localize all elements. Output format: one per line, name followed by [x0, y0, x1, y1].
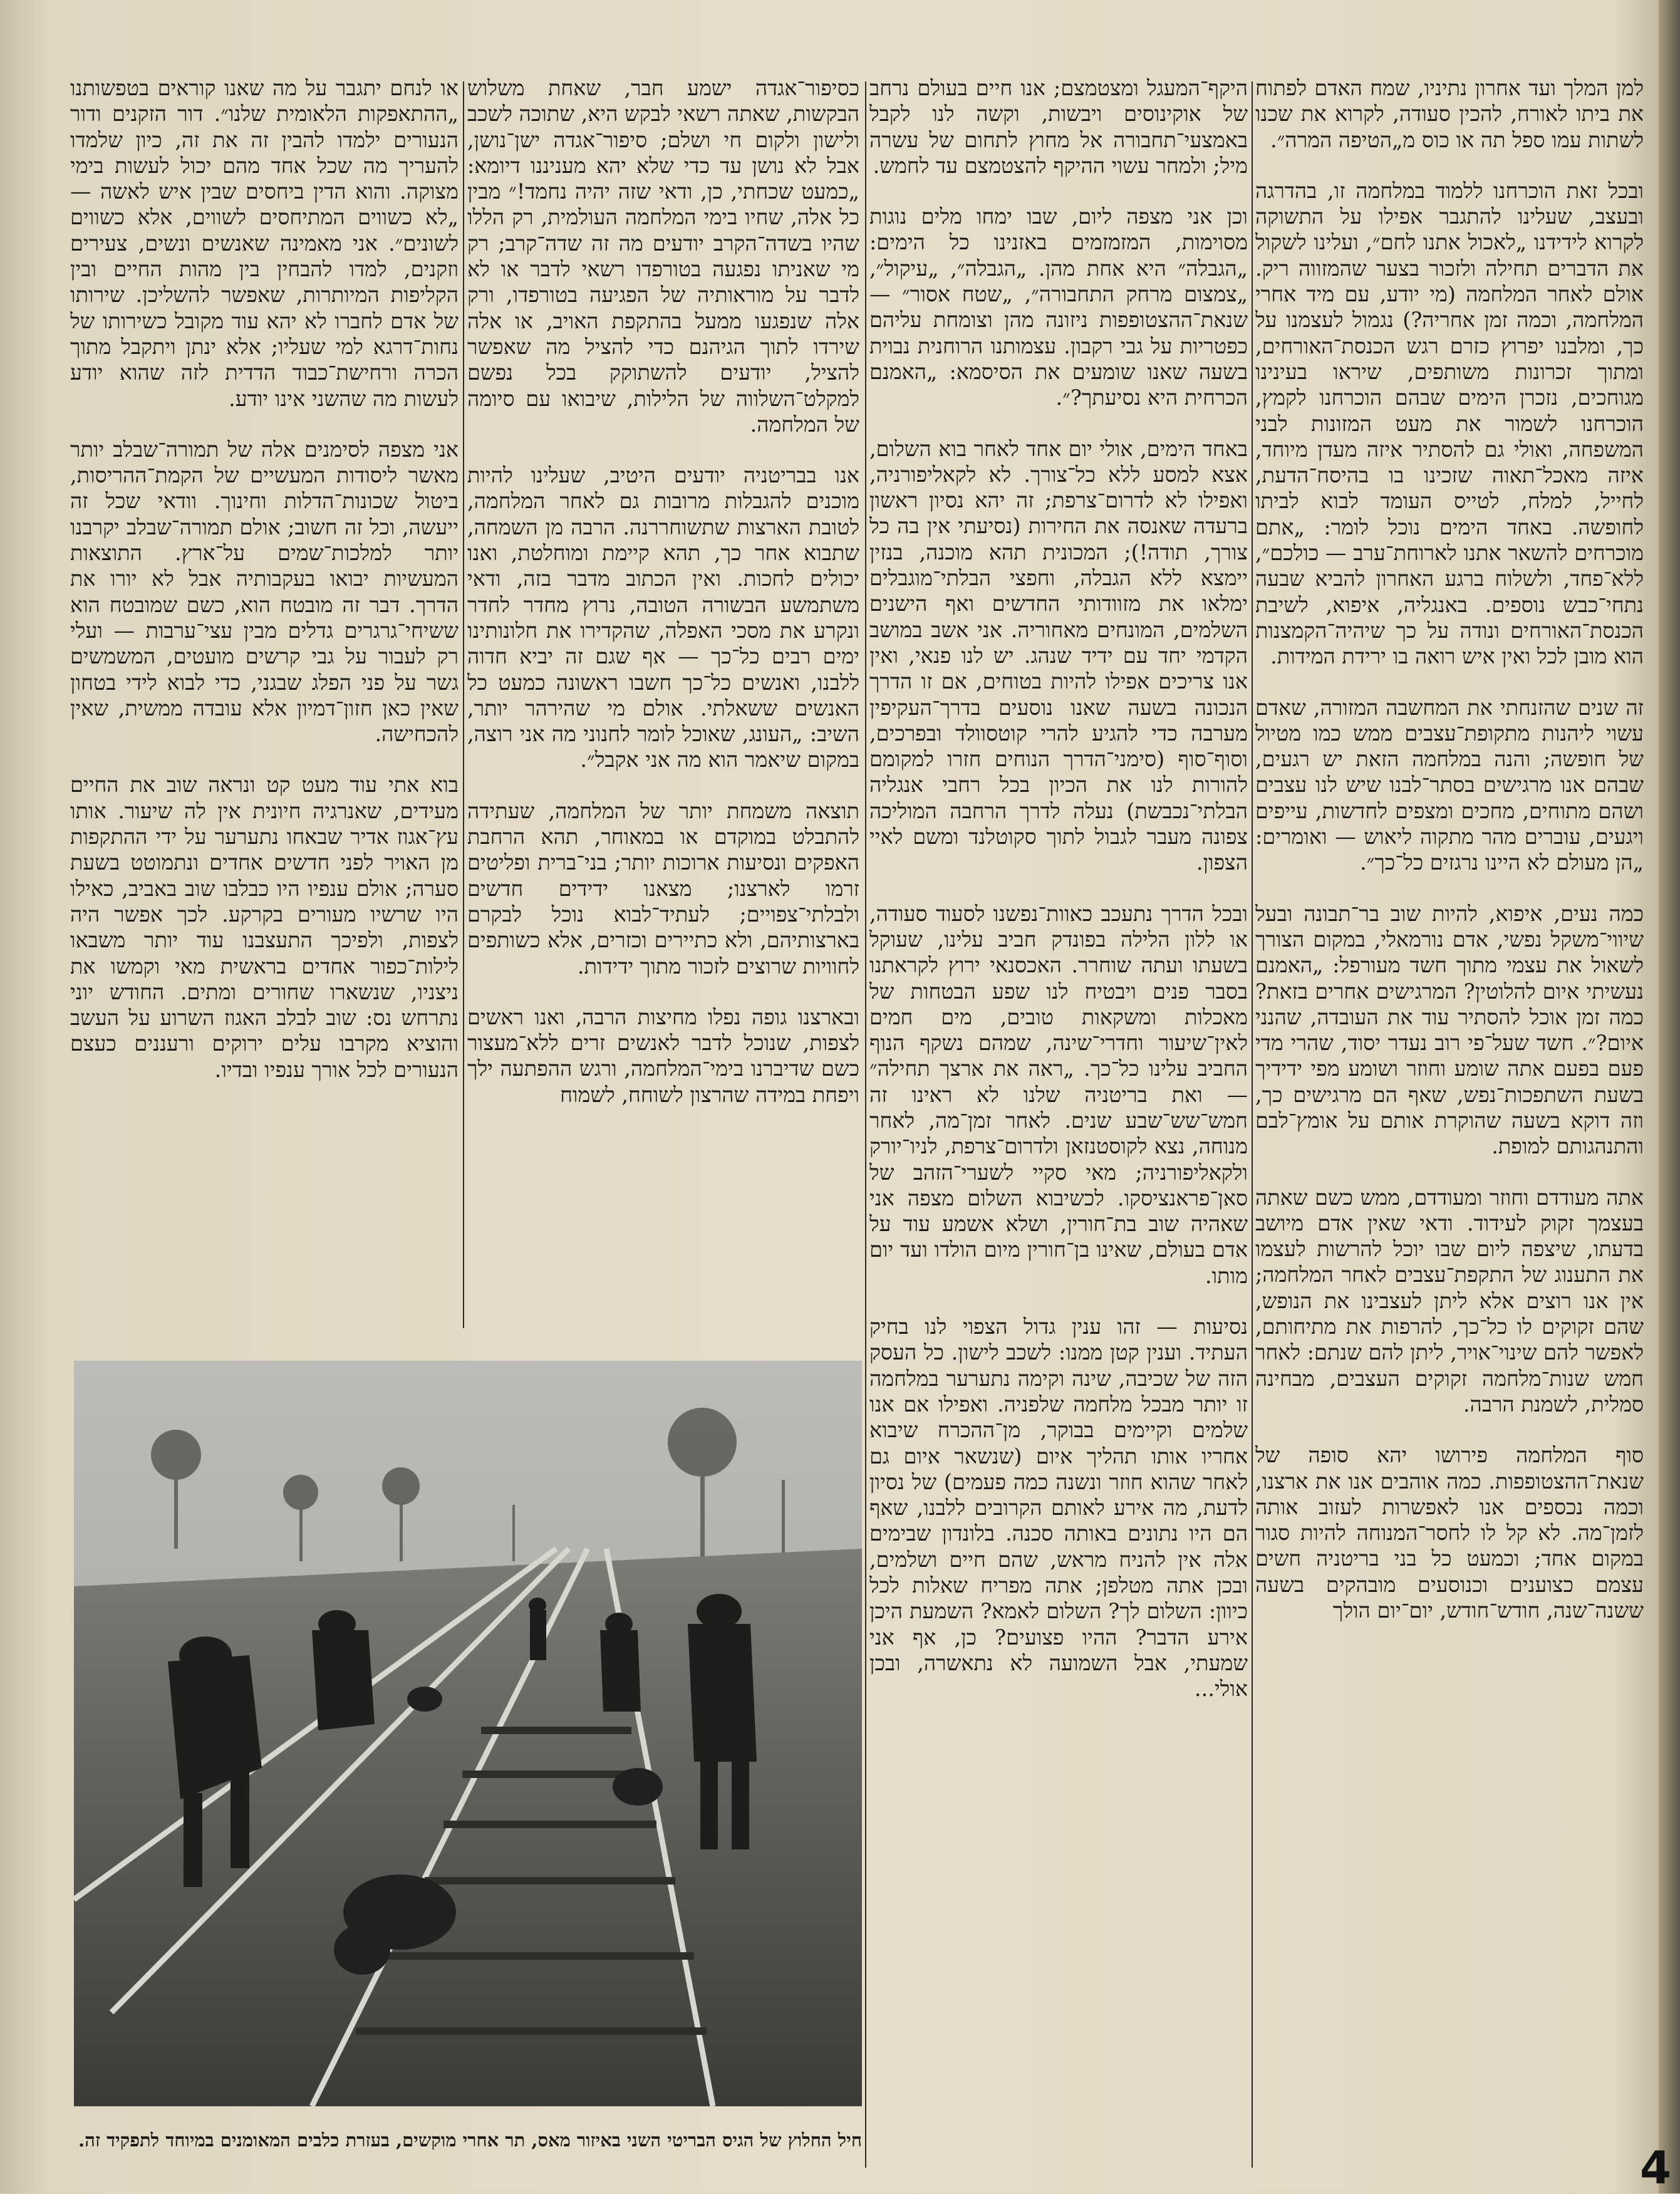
article-paragraph: כמה נעים, איפוא, להיות שוב בר־תבונה ובעל שיווי־משקל נפשי, אדם נורמאלי, במקום הצורך לשאול את עצמי מתוך חשד מעורפל: „האמנם נעשיתי איום להלוטין? המרגישים אחרים בזאת? כמה זמן אוכל להסתיר עוד את העובדה, שהנני איום?״. חשד שעל־פי רוב נעדר יסוד, שהרי מדי פעם בפעם אתה שומע וחוזר ושומע מפי ידידיך בשעת השתפכות־נפש, שאף הם מרגישים כך, וזה דוקא בשעה שהוקרת אותם על אומץ־לבם והתנהגותם למופת. [1255, 901, 1644, 1159]
article-paragraph: למן המלך ועד אחרון נתיניו, שמח האדם לפתוח את ביתו לאורח, להכין סעודה, לקרוא את שכנו לשתות עמו ספל תה או כוס מ„הטיפה המרה״. [1255, 76, 1644, 152]
text-column-1 [1255, 75, 1644, 2174]
column-rule [1252, 81, 1253, 2168]
photo-caption: חיל החלוץ של הגיס הבריטי השני באיזור מאס, תר אחרי מוקשים, בעזרת כלבים המאומנים במיוחד לתפקיד זה. [78, 2129, 862, 2151]
article-paragraph: וכן אני מצפה ליום, שבו ימחו מלים נוגות מסוימות, המזמזמים באזנינו כל הימים: „הגבלה״ היא אחת מהן. „הגבלה״, „עיקול״, „צמצום מרחק התחבורה״, „שטח אסור״ — שנאת־ההצטופפות ניזונה מהן וצומחת עליהם כפטריות על גבי רקבון. עצמותנו הרוחנית נבוית בשעה שאנו שומעים את הסיסמא: „האמנם הכרחית היא נסיעתך?״. [869, 204, 1248, 410]
column-rule [463, 81, 464, 1328]
column-rule [865, 81, 866, 2168]
article-paragraph: באחד הימים, אולי יום אחד לאחר בוא השלום, אצא למסע ללא כל־צורך. לא לקאליפורניה, ואפילו לא לדרום־צרפת; זה יהא נסיון ראשון ברעדה שאנסה את החירות (נסיעתי אין בה כל צורך, תודה!); המכונית תהא מוכנה, בנזין יימצא ללא הגבלה, וחפצי הבלתי־מוגבלים ימלאו את מזוודותי החדשים ואף הישנים השלמים, המונחים מאחוריה. אני אשב במושב הקדמי יחד עם ידיד שנהג. יש לנו פנאי, ואין אנו צריכים אפילו להיות בטוחים, אם זו הדרך הנכונה בשעה שאנו נוסעים בדרך־העקיפין מערבה כדי להגיע להרי קוטסוולד ובפרכים, וסוף־סוף (סימני־הדרך הנוחים חזרו למקומם להורות לנו את הכיון בכל רחבי אנגליה הבלתי־נכבשת) נעלה לדרך הרחבה המוליכה צפונה מעבר לגבול לתוך סקוטלנד ומשם לאיי הצפון. [869, 436, 1248, 875]
article-paragraph: ובארצנו גופה נפלו מחיצות הרבה, ואנו ראשים לצפות, שנוכל לדבר לאנשים זרים ללא־מעצור כשם שדיברנו בימי־המלחמה, ורגש ההפתעה ילך ויפחת במידה שהרצון לשוחח, לשמוח [467, 1004, 859, 1107]
text-column-3 [467, 75, 859, 1325]
article-paragraph: בוא אתי עוד מעט קט ונראה שוב את החיים מעידים, שאנרגיה חיונית אין לה שיעור. אותו עץ־אגוז אדיר שבאחו נתערער על ידי ההתקפות מן האויר לפני חדשים אחדים ונתמוטט בשעת סערה; אולם ענפיו היו כבלבו שוב באביב, כאילו היו שרשיו מעורים בקרקע. לכך אפשר היה לצפות, ולפיכך התעצבנו עוד יותר משבאו לילות־כפור אחדים בראשית מאי וקמשו את ניצניו, שנשארו שחורים ומתים. החודש יוני נתרחש נס: שוב לבלב האגוז השרוע על העשב והוציא מקרבו עלים ירוקים ורעננים כעצם הנעורים לכל אורך ענפיו ובדיו. [70, 772, 459, 1082]
news-photo-mine-clearing-soldiers [74, 1361, 862, 2106]
article-paragraph: זה שנים שהזנחתי את המחשבה המזורה, שאדם עשוי ליהנות מתקופת־עצבים ממש כמו מטיול של חופשה; והנה במלחמה הזאת יש רגעים, שבהם אנו מרגישים בסתר־לבנו שיש לנו עצבים ושהם מתוחים, מחכים ומצפים לחדשות, עייפים ויגעים, עוברים מהר מתקוה ליאוש — ואומרים: „הן מעולם לא היינו נרגזים כל־כך״. [1255, 695, 1644, 875]
article-paragraph: ובכל הדרך נתעכב כאוות־נפשנו לסעוד סעודה, או ללון הלילה בפונדק חביב עלינו, שעוקל בשעתו ועתה שוחרר. האכסנאי ירוץ לקראתנו בסבר פנים ויבטיח לנו שפע הבטחות של מאכלות ומשקאות טובים, מים חמים לאין־שיעור וחדרי־שינה, שמהם נשקף הנוף החביב עלינו כל־כך. „ראה את ארצך תחילה״ — ואת בריטניה שלנו לא ראינו זה חמש־שש־שבע שנים. לאחר זמן־מה, לאחר מנוחה, נצא לקוסטנזאן ולדרום־צרפת, לניו־יורק ולקאליפורניה; מאי סקיי לשערי־הזהב של סאן־פראנציסקו. לכשיבוא השלום מצפה אני שאהיה שוב בת־חורין, ושלא אשמע עוד על אדם בעולם, שאינו בן־חורין מיום הולדו ועד יום מותו. [869, 901, 1248, 1288]
text-column-2 [869, 75, 1248, 2174]
page-edge [1659, 0, 1680, 2193]
article-paragraph: אנו בבריטניה יודעים היטיב, שעלינו להיות מוכנים להגבלות מרובות גם לאחר המלחמה, לטובת הארצות שתשוחררנה. הרבה מן השמחה, שתבוא אחר כך, תהא קיימת ומוחלטת, ואנו יכולים לחכות. ואין הכתוב מדבר בזה, ודאי משתמשע הבשורה הטובה, נרוץ מחדר לחדר ונקרע את מסכי האפלה, שהקדירו את חלונותינו ימים רבים כל־כך — אף שגם זה יביא חדוה ללבנו, ואנשים כל־כך חשבו ראשונה כמעט כל האנשים ששאלתי. אולם מי שהירהר יותר, השיב: „העונג, שאוכל לומר לחנוני מה אני רוצה, במקום שיאמר הוא מה אני אקבל״. [467, 463, 859, 772]
article-paragraph: ובכל זאת הוכרחנו ללמוד במלחמה זו, בהדרגה ובעצב, שעלינו להתגבר אפילו על התשוקה לקרוא לידידנו „לאכול אתנו לחם״, ועלינו לשקול את הדברים תחילה ולזכור בצער שהמזווה ריק. אולם לאחר המלחמה (מי יודע, עם מיד אחרי המלחמה, וכמה זמן אחריה?) נגמול לעצמנו על כך, ומלבנו יפרוץ כזרם רגש הכנסת־האורחים, ומתוך זכרונות משותפים, שיראו בעינינו מגוחכים, נזכרן הימים שבהם הוכרחנו לקמץ, הוכרחנו לשמור את מעט המזונות לבני המשפחה, ואולי גם להסתיר איזה מעדן מיוחד, איזה מאכל־תאוה שזכינו בו בהיסח־הדעת, לחייל, למלח, לטייס העומד לבוא לביתו לחופשה. באחד הימים נוכל לומר: „אתם מוכרחים להשאר אתנו לארוחת־ערב — כולכם״, ללא־פחד, ולשלוח ברגע האחרון להביא שבעה נתחי־כבש נוספים. באנגליה, איפוא, לשיבת הכנסת־האורחים ונודה על כך שיהיה־הקמצנות הוא מובן לכל ואין איש רואה בו ירידת המידות. [1255, 178, 1644, 669]
article-paragraph: אתה מעודדם וחוזר ומעודדם, ממש כשם שאתה בעצמך זקוק לעידוד. ודאי שאין אדם מיושב בדעתו, שיצפה ליום שבו יוכל להרשות לעצמו את התענוג של התקפת־עצבים לאחר המלחמה; אין אנו רוצים אלא ליתן לעצבינו את הנופש, שהם זקוקים לו כל־כך, להרפות את מתיחותם, לאפשר להם שינוי־אויר, ליתן להם שנתם: לאחר חמש שנות־מלחמה זקוקים העצבים, מבחינה סמלית, לשמנת הרבה. [1255, 1185, 1644, 1417]
article-paragraph: סוף המלחמה פירושו יהא סופה של שנאת־ההצטופפות. כמה אוהבים אנו את ארצנו, וכמה נכספים אנו לאפשרות לעזוב אותה לזמן־מה. לא קל לו לחסר־המנוחה להיות סגור במקום אחד; וכמעט כל בני בריטניה חשים עצמם כצוענים וכנוסעים מובהקים בשעה ששנה־שנה, חודש־חודש, יום־יום הולך [1255, 1443, 1644, 1623]
article-paragraph: או לנחם יתגבר על מה שאנו קוראים בטפשותנו „ההתאפקות הלאומית שלנו״. דור הזקנים ודור הנעורים ילמדו להבין זה את זה, כיון שלמדו להעריך מה שכל אחד מהם יכול לעשות בימי מצוקה. והוא הדין ביחסים שבין איש לאשה — „לא כשווים המתיחסים לשווים, אלא כשווים לשונים״. אני מאמינה שאנשים ונשים, צעירים וזקנים, למדו להבחין בין מהות החיים ובין הקליפות המיותרות, שאפשר להשליכן. שירותו של אדם לחברו לא יהא עוד מקובל כשירותו של נחות־דרגא למי שעליו; אלא ינתן ויתקבל מתוך הכרה ורחישת־כבוד הדדית לזה שהוא יודע לעשות מה שהשני אינו יודע. [70, 76, 459, 411]
article-paragraph: אני מצפה לסימנים אלה של תמורה־שבלב יותר מאשר ליסודות המעשיים של הקמת־ההריסות, ביטול שכונות־הדלות וחינוך. וודאי שכל זה ייעשה, וכל זה חשוב; אולם תמורה־שבלב יקרבנו יותר למלכות־שמים על־ארץ. התוצאות המעשיות יבואו בעקבותיה אבל לא יורו את הדרך. דבר זה מובטח הוא, כשם שמובטח הוא ששיחי־גרגרים גדלים מבין עצי־ערבות — ועלי רק לעבור על גבי קרשים מועטים, המשמשים גשר על פני הפלג שבגני, כדי לבוא לידי בטחון שאין כאן חזון־דמיון אלא עובדה ממשית, שאין להכחישה. [70, 437, 459, 747]
page-number: 4 [1639, 2141, 1672, 2194]
article-paragraph: תוצאה משמחת יותר של המלחמה, שעתידה להתבלט במוקדם או במאוחר, תהא הרחבת האפקים ונסיעות ארוכות יותר; בני־ברית ופליטים זרמו לארצנו; מצאנו ידידים חדשים ולבלתי־צפויים; לעתיד־לבוא נוכל לבקרם בארצותיהם, ולא כתיירים וכזרים, אלא כשותפים לחוויות שרוצים לזכור מתוך ידידות. [467, 798, 859, 979]
article-paragraph: כסיפור־אגדה ישמע חבר, שאחת משלוש הבקשות, שאתה רשאי לבקש היא, שתוכה לשכב ולישון ולקום חי ושלם; סיפור־אגדה ישן־נושן, אבל לא נושן עד כדי שלא יהא מעניננו דיומא: „כמעט שכחתי, כן, ודאי שזה יהיה נחמד!״ מבין כל אלה, שחיו בימי המלחמה העולמית, רק הללו שהיו בשדה־הקרב יודעים מה זה שדה־קרב; רק מי שאניתו נפגעה בטורפדו רשאי לדבר או לא לדבר על מוראותיה של הפגיעה בטורפדו, ורק אלה שנפגעו ממעל בהתקפת האויב, או אלה שירדו לתוך הגיהנם כדי להציל מה שאפשר להציל, יודעים להשתוקק בכל נפשם למקלט־השלווה של הלילות, שיבואו עם סיומה של המלחמה. [467, 76, 859, 437]
text-column-4 [70, 75, 459, 1325]
article-paragraph: היקף־המעגל ומצטמצם; אנו חיים בעולם נרחב של אוקינוסים ויבשות, וקשה לנו לקבל באמצעי־תחבורה אל מחוץ לתחום של עשרה מיל; ולמחר עשוי ההיקף להצטמצם עד לחמש. [869, 76, 1248, 178]
article-paragraph: נסיעות — זהו ענין גדול הצפוי לנו בחיק העתיד. וענין קטן ממנו: לשכב לישון. כל העסק הזה של שכיבה, שינה וקימה נתערער במלחמה זו יותר מבכל מלחמה שלפניה. ואפילו אם אנו שלמים וקיימים בבוקר, מן־ההכרח שיבוא אחריו אותו תהליך איום (שנשאר איום גם לאחר שהוא חוזר ונשנה כמה פעמים) של נסיון לדעת, מה אירע לאותם הקרובים ללבנו, שאף הם היו נתונים באותה סכנה. בלונדון שבימים אלה אין להניח מראש, שהם חיים ושלמים, ובכן אתה מטלפן; אתה מפריח שאלות לכל כיוון: השלום לך? השלום לאמא? השמעת היכן אירע הדבר? ההיו פצועים? כן, אף אני שמעתי, אבל השמועה לא נתאשרה, ובכן אולי... [869, 1314, 1248, 1702]
